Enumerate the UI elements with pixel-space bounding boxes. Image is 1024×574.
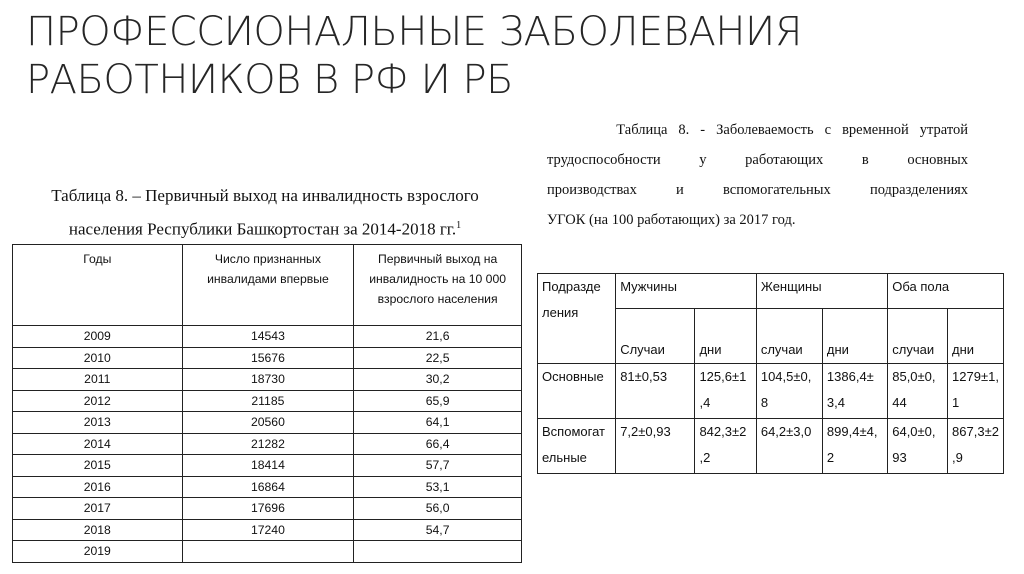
count-cell: 17696 [182, 498, 354, 520]
value-cell: 899,4±4, 2 [822, 419, 887, 474]
count-cell: 16864 [182, 476, 354, 498]
sub-header: Случаи [616, 309, 695, 364]
table-row [13, 369, 522, 391]
count-cell: 18414 [182, 455, 354, 477]
header-count: Число признанных инвалидами впервые [182, 245, 354, 326]
caption-word: и [676, 182, 684, 198]
year-cell: 2016 [13, 476, 183, 498]
right-caption-line-2 [547, 145, 968, 175]
sub-header: дни [822, 309, 887, 364]
slide-title [26, 8, 826, 104]
table-row [13, 476, 522, 498]
count-cell: 20560 [182, 412, 354, 434]
table-row [13, 326, 522, 348]
morbidity-table [537, 273, 1004, 474]
caption-word: подразделениях [869, 182, 968, 198]
count-cell: 21282 [182, 433, 354, 455]
year-cell: 2009 [13, 326, 183, 348]
value-cell: 81±0,53 [616, 364, 695, 419]
year-cell: 2012 [13, 390, 183, 412]
table-row [13, 519, 522, 541]
value-cell: 85,0±0, 44 [888, 364, 948, 419]
table-row [13, 412, 522, 434]
right-caption-line-1 [547, 115, 968, 145]
value-cell: 1386,4± 3,4 [822, 364, 887, 419]
caption-word: у [699, 152, 707, 168]
group-header-row [538, 274, 1004, 309]
row-label: Основные [538, 364, 616, 419]
slide-title-line-1: ПРОФЕССИОНАЛЬНЫЕ ЗАБОЛЕВАНИЯ [26, 9, 802, 55]
rate-cell: 22,5 [354, 347, 522, 369]
rate-cell: 64,1 [354, 412, 522, 434]
rate-cell: 54,7 [354, 519, 522, 541]
caption-word: 8. [678, 122, 690, 138]
caption-word: вспомогательных [723, 182, 831, 198]
rate-cell: 66,4 [354, 433, 522, 455]
count-cell: 18730 [182, 369, 354, 391]
table-row [13, 390, 522, 412]
group-both: Оба пола [888, 274, 1004, 309]
sub-header: дни [948, 309, 1004, 364]
row-label: Вспомогат ельные [538, 419, 616, 474]
table-row [538, 419, 1004, 474]
left-table-caption [10, 181, 520, 245]
year-cell: 2011 [13, 369, 183, 391]
count-cell: 14543 [182, 326, 354, 348]
year-cell: 2010 [13, 347, 183, 369]
count-cell: 15676 [182, 347, 354, 369]
header-rate: Первичный выход на инвалидность на 10 000 взрослого населения [354, 245, 522, 326]
year-cell: 2018 [13, 519, 183, 541]
value-cell: 842,3±2 ,2 [695, 419, 756, 474]
right-table-caption [547, 115, 968, 235]
count-cell: 17240 [182, 519, 354, 541]
left-caption-line-2 [10, 211, 520, 245]
caption-word: Таблица [616, 122, 668, 138]
count-cell [182, 541, 354, 563]
value-cell: 7,2±0,93 [616, 419, 695, 474]
left-caption-line-2-text: населения Республики Башкортостан за 2014-2018 гг. [68, 219, 457, 239]
table-row [13, 541, 522, 563]
table-row [538, 364, 1004, 419]
caption-word: временной [842, 122, 909, 138]
table-row [13, 498, 522, 520]
slide-title-line-2: РАБОТНИКОВ В РФ И РБ [26, 57, 514, 103]
caption-word: Заболеваемость [716, 122, 814, 138]
rate-cell: 30,2 [354, 369, 522, 391]
rate-cell: 53,1 [354, 476, 522, 498]
value-cell: 64,2±3,0 [756, 419, 822, 474]
value-cell: 1279±1, 1 [948, 364, 1004, 419]
value-cell: 125,6±1 ,4 [695, 364, 756, 419]
value-cell: 104,5±0, 8 [756, 364, 822, 419]
left-caption-line-1: Таблица 8. – Первичный выход на инвалидность взрослого [51, 186, 479, 205]
rate-cell: 57,7 [354, 455, 522, 477]
caption-word: в [861, 152, 869, 168]
year-cell: 2015 [13, 455, 183, 477]
rate-cell: 21,6 [354, 326, 522, 348]
group-men: Мужчины [616, 274, 757, 309]
table-row [13, 347, 522, 369]
year-cell: 2013 [13, 412, 183, 434]
footnote-mark: 1 [456, 220, 462, 231]
rate-cell [354, 541, 522, 563]
caption-word: с [824, 122, 832, 138]
value-cell: 64,0±0, 93 [888, 419, 948, 474]
disability-table [12, 244, 522, 563]
value-cell: 867,3±2 ,9 [948, 419, 1004, 474]
caption-word: производствах [547, 182, 637, 198]
count-cell: 21185 [182, 390, 354, 412]
right-caption-line-3 [547, 175, 968, 205]
year-cell: 2019 [13, 541, 183, 563]
corner-header: Подразде ления [538, 274, 616, 364]
group-women: Женщины [756, 274, 887, 309]
right-caption-line-4: УГОК (на 100 работающих) за 2017 год. [547, 212, 796, 228]
table-header-row [13, 245, 522, 326]
sub-header: случаи [756, 309, 822, 364]
table-row [13, 433, 522, 455]
sub-header: случаи [888, 309, 948, 364]
table-row [13, 455, 522, 477]
caption-word: трудоспособности [547, 152, 661, 168]
caption-word: основных [907, 152, 968, 168]
caption-word: работающих [745, 152, 824, 168]
header-years: Годы [13, 245, 183, 326]
caption-word: - [700, 122, 706, 138]
caption-word: утратой [919, 122, 968, 138]
sub-header: дни [695, 309, 756, 364]
year-cell: 2014 [13, 433, 183, 455]
year-cell: 2017 [13, 498, 183, 520]
rate-cell: 65,9 [354, 390, 522, 412]
rate-cell: 56,0 [354, 498, 522, 520]
